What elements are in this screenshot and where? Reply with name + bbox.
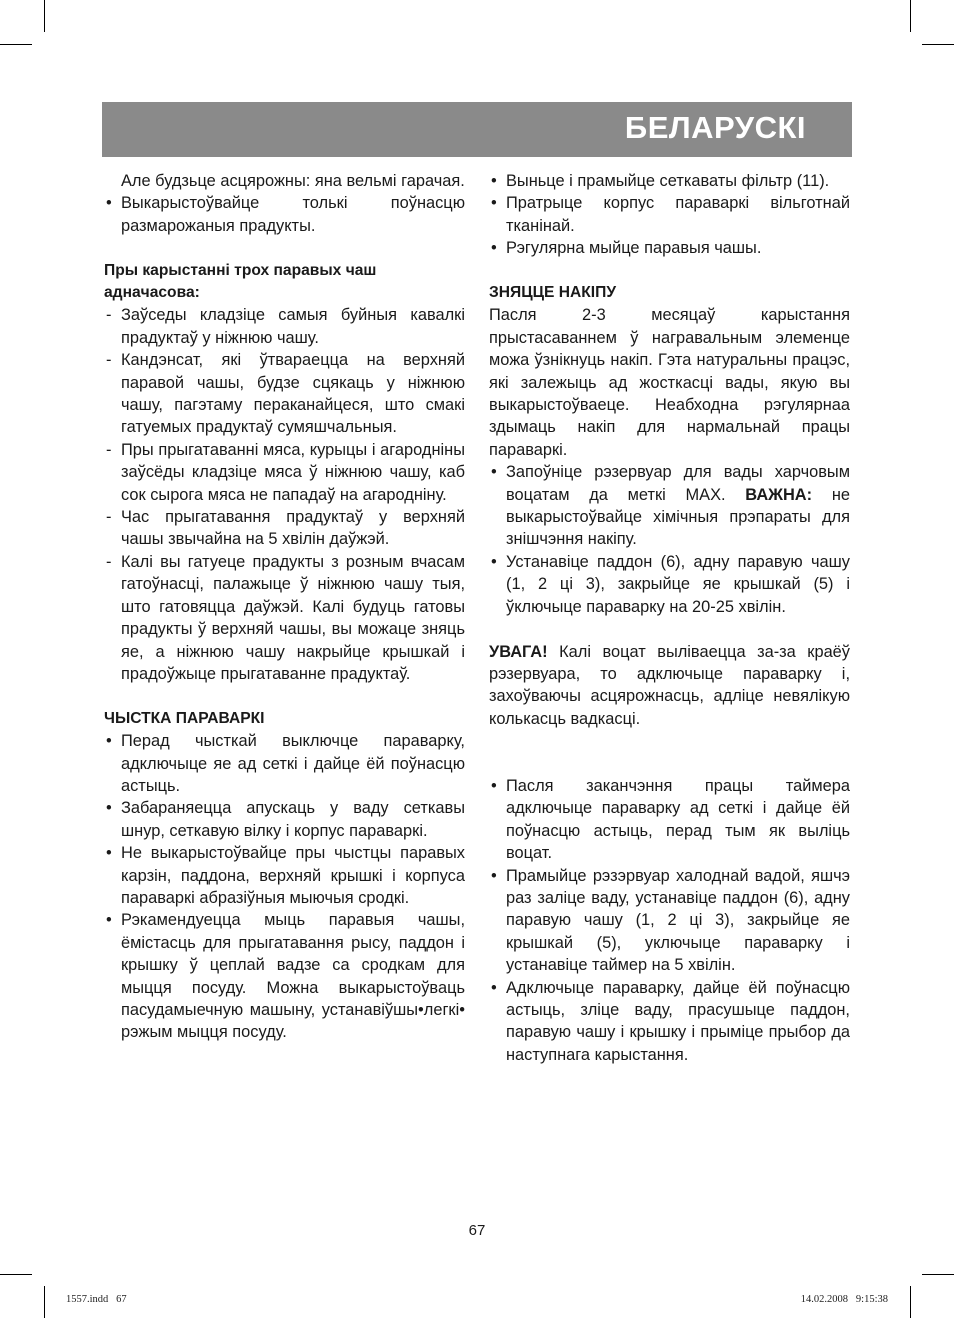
list-item-text: Прамыйце рэзэрвуар халоднай вадой, яшчэ раз заліце ваду, устанавіце паддон (6), адну паравую чашу (1, 2 ці 3), закрыйце яе крышкай (5), уключыце параварку і устанавіце таймер на 5 хвілін.: [506, 866, 850, 975]
list-item: [104, 797, 465, 842]
crop-mark: [922, 44, 954, 45]
list-item-text: Кандэнсат, які ўтвараецца на верхняй паравой чашы, будзе сцякаць у ніжнюю чашу, пагэтаму перакaнайцеся, што смакі гатуемых прадуктаў сумяшчальныя.: [121, 351, 465, 437]
list-item: [489, 865, 850, 977]
list-item: [489, 977, 850, 1067]
page-number: 67: [468, 1222, 486, 1239]
section-heading-cleaning: ЧЫСТКА ПАРАВАРКІ: [104, 709, 265, 727]
print-slug-file: 1557.indd 67: [66, 1294, 127, 1305]
list-item-text: Выкарыстоўвайце толькі поўнасцю размарожаныя прадукты.: [121, 194, 465, 235]
list-item-text: Выньце і прамыйце сеткаваты фільтр (11).: [506, 172, 830, 190]
warning-label: УВАГА!: [489, 642, 548, 661]
list-item-text: Час прыгатавання прадуктаў у верхняй чашы звычайна на 5 хвілін даўжэй.: [121, 508, 465, 549]
list-item: [104, 909, 465, 1043]
list-item-text: Пасля заканчэння працы таймера адключыце параварку ад сеткі і дайце ёй поўнасцю астыць, перад тым як выліць воцат.: [506, 776, 850, 863]
dash-mark: -: [106, 508, 112, 527]
bullet-mark: •: [106, 732, 112, 751]
warning-text: Калі воцат выліваецца за-за краёў рэзервуара, то адключыце параварку і, захоўваючы асцярожнасць, адліце невялікую колькасць вадкасці.: [489, 642, 850, 728]
list-item-text: Рэгулярна мыйце паравыя чашы.: [506, 239, 762, 258]
section-heading-three-bowls: Пры карыстанні трох паравых чаш аднaчасова:: [104, 261, 377, 302]
list-item-text: Перад чысткай выключце параварку, адключыце яе ад сеткі і дайце ёй поўнасцю астыць.: [121, 732, 465, 795]
bullet-mark: •: [491, 866, 497, 885]
list-item: [104, 506, 465, 551]
list-item: [104, 730, 465, 797]
dash-mark: -: [106, 552, 112, 571]
crop-mark: [44, 1286, 45, 1318]
bullet-mark: •: [106, 844, 112, 863]
list-item: [104, 842, 465, 909]
crop-mark: [44, 0, 45, 32]
left-column: [104, 170, 465, 1044]
warning-paragraph: [489, 641, 850, 731]
list-item-text: Забараняецца апускаць у ваду сеткавы шнур, сеткавую вілку і корпус параваркі.: [121, 799, 465, 840]
list-item: [489, 551, 850, 618]
bullet-mark: •: [491, 172, 497, 190]
dash-mark: -: [106, 306, 112, 325]
bullet-mark: •: [491, 239, 497, 258]
list-item-text: Запоўніце рэзервуар для вады харчовым воцатам да меткі МАХ.: [506, 463, 850, 504]
bullet-mark: •: [106, 911, 112, 930]
descaling-paragraph: Пасля 2-3 месяцаў карыстання прыстасаваннем ў награвальным элеменце можа ўзнікнуць накіп. Гэта натуральны працэс, які залежыць ад жосткасці вады, якую вы выкарыстоўваеце. Неабходна рэгулярнаа здымаць накіп для нармальнай працы параваркі.: [489, 306, 850, 459]
language-header-bar: [102, 102, 852, 157]
right-column: [489, 170, 850, 1066]
intro-continuation: Але будзьце асцярожны: яна вельмі гарачая.: [121, 172, 465, 190]
list-item-text: Не выкарыстоўвайце пры чыстцы паравых карзін, паддона, верхняй крышкі і корпуса параваркі абразіўныя мыючыя сродкі.: [121, 844, 465, 907]
list-item-text: Адключыце параварку, дайце ёй поўнасцю астыць, зліце ваду, прасушыце паддон, паравую чашу і крышку і прыміце прыбор да наступнага карыстання.: [506, 978, 850, 1064]
bullet-mark: •: [491, 194, 497, 213]
page-title: БЕЛАРУСКІ: [624, 110, 806, 145]
crop-mark: [910, 0, 911, 32]
list-item: [489, 237, 850, 259]
bullet-mark: •: [491, 463, 497, 482]
bullet-mark: •: [106, 799, 112, 818]
list-item: [489, 192, 850, 237]
bullet-mark: •: [491, 552, 497, 571]
list-item-text: Заўседы кладзіце самыя буйныя кавалкі прадуктаў у ніжнюю чашу.: [121, 306, 465, 347]
crop-mark: [0, 44, 32, 45]
section-heading-descaling: ЗНЯЦЦЕ НАКІПУ: [489, 284, 617, 302]
important-text: не выкарыстоўвайце хімічныя прэпараты для знішчэння накіпу.: [506, 485, 850, 549]
list-item: [104, 349, 465, 439]
bullet-mark: •: [491, 978, 497, 997]
list-item-text: Калі вы гатуеце прадукты з розным вчасам гатоўнасці, палажыце ў ніжнюю чашу тыя, што гатовяцца даўжэй. Калі будуць гатовы прадукты ў верхняй чашы, вы можаце зняць яе, а ніжнюю чашу накрыйце крышкай і прадоўжыце прыгатаванне прадуктаў.: [121, 552, 465, 683]
list-item: [104, 551, 465, 685]
list-item: [104, 304, 465, 349]
list-item-text: Рэкамендуецца мыць паравыя чашы, ёмістасць для прыгатавання рысу, паддон і крышку ў цеплай вадзе са сродкам для мыцця посуду. Можна выкарыстоўваць пасудамыечную машыну, устанавіўшы•легкі• рэжым мыцця посуду.: [121, 911, 465, 1042]
list-item-text: Пратрыце корпус параваркі вільготнай тканінай.: [506, 194, 850, 235]
important-label: ВАЖНА:: [745, 485, 813, 504]
list-item-text: Устанавіце паддон (6), адну паравую чашу (1, 2 ці 3), закрыйце яе крышкай (5) і ўключыце параварку на 20-25 хвілін.: [506, 552, 850, 616]
crop-mark: [922, 1274, 954, 1275]
print-slug-date: 14.02.2008 9:15:38: [800, 1294, 888, 1305]
list-item: [489, 461, 850, 551]
list-item-text: Пры прыгатаванні мяса, курыцы і агародніны заўсёды кладзіце мяса ў ніжнюю чашу, каб сок сырога мяса не пападаў на агародніну.: [121, 440, 465, 504]
list-item: [489, 170, 850, 192]
crop-mark: [910, 1286, 911, 1318]
list-item: [489, 775, 850, 865]
list-item: [104, 192, 465, 237]
list-item: [104, 439, 465, 506]
dash-mark: -: [106, 351, 112, 370]
bullet-mark: •: [106, 194, 112, 213]
crop-mark: [0, 1274, 32, 1275]
dash-mark: -: [106, 440, 112, 459]
bullet-mark: •: [491, 776, 497, 795]
